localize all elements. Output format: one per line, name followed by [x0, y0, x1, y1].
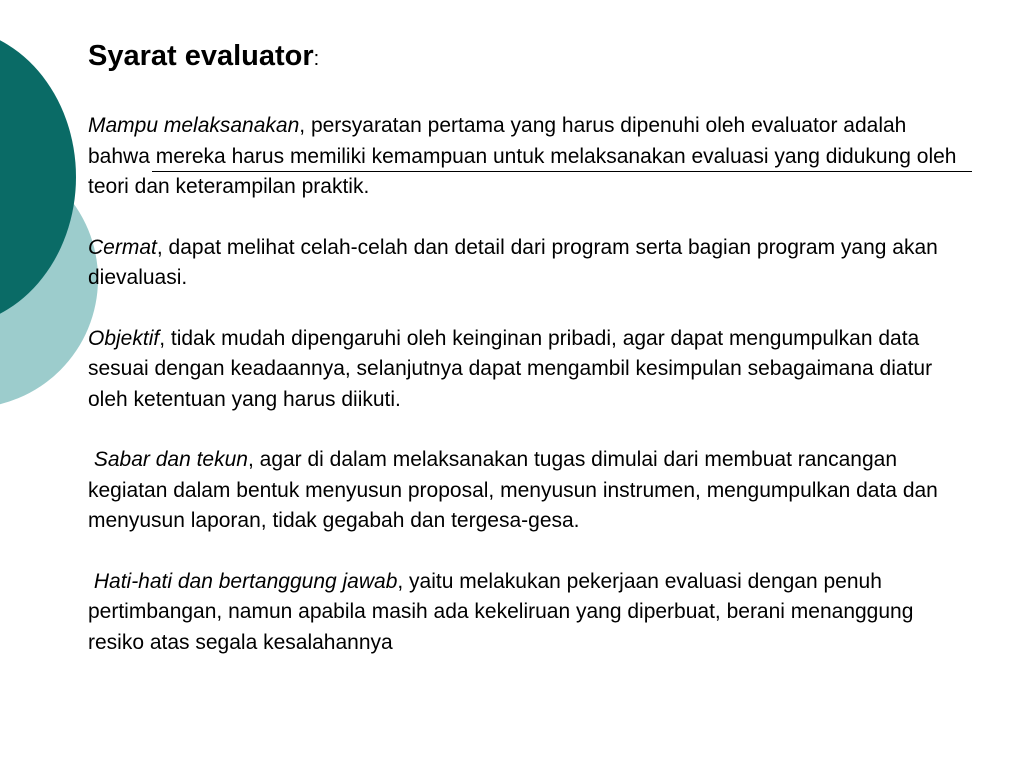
title-colon: : — [313, 48, 320, 70]
requirement-item-cermat — [88, 233, 968, 294]
requirement-term: Hati-hati dan bertanggung jawab — [93, 569, 398, 593]
title-text: Syarat evaluator — [88, 40, 314, 72]
requirement-item-hati-hati — [88, 567, 968, 659]
requirement-description: , yaitu melakukan pekerjaan evaluasi dengan penuh pertimbangan, namun apabila masih ada kekeliruan yang diperbuat, berani menanggung resiko atas segala kesalahannya — [88, 569, 914, 654]
requirement-term: Objektif — [88, 326, 160, 350]
requirement-item-mampu-melaksanakan — [88, 111, 968, 203]
slide-content — [88, 34, 968, 658]
requirement-term: Cermat — [88, 235, 157, 259]
requirement-description: , persyaratan pertama yang harus dipenuhi oleh evaluator adalah bahwa mereka harus memiliki kemampuan untuk melaksanakan evaluasi yang didukung oleh teori dan keterampilan praktik. — [88, 114, 957, 198]
requirement-description: , dapat melihat celah-celah dan detail dari program serta bagian program yang akan dievaluasi. — [88, 235, 938, 289]
requirement-description: , tidak mudah dipengaruhi oleh keinginan pribadi, agar dapat mengumpulkan data sesuai dengan keadaannya, selanjutnya dapat mengambil kesimpulan sebagaimana diatur oleh ketentuan yang harus diikuti. — [88, 326, 933, 411]
slide-title — [88, 34, 968, 81]
requirement-item-objektif — [88, 324, 968, 416]
requirement-term: Sabar dan tekun — [93, 448, 248, 471]
requirement-term: Mampu melaksanakan — [88, 114, 300, 137]
requirement-description: , agar di dalam melaksanakan tugas dimulai dari membuat rancangan kegiatan dalam bentuk menyusun proposal, menyusun instrumen, mengumpulkan data dan menyusun laporan, tidak gegabah dan tergesa-gesa. — [88, 448, 938, 532]
requirement-item-sabar-dan-tekun — [88, 445, 968, 537]
